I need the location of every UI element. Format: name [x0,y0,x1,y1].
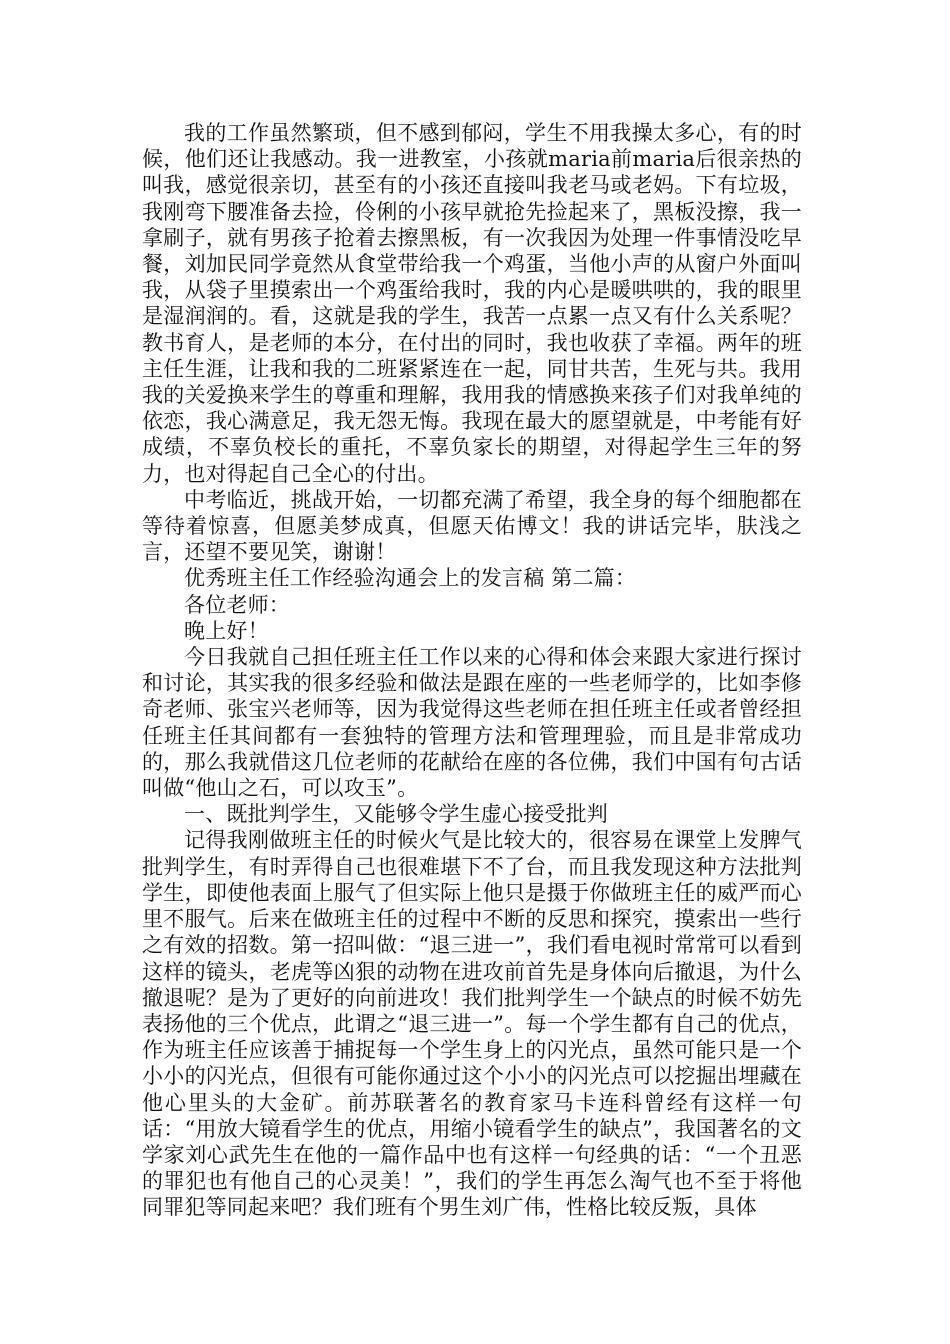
paragraph-exam-closing: 中考临近，挑战开始，一切都充满了希望，我全身的每个细胞都在等待着惊喜，但愿美梦成真，但愿天佑博文！我的讲话完毕，肤浅之言，还望不要见笑，谢谢！ [142,487,802,565]
paragraph-work-reflection: 我的工作虽然繁琐，但不感到郁闷，学生不用我操太多心，有的时候，他们还让我感动。我一进教室，小孩就maria前maria后很亲热的叫我，感觉很亲切，甚至有的小孩还直接叫我老马或老妈。下有垃圾，我刚弯下腰准备去捡，伶俐的小孩早就抢先捡起来了，黑板没擦，我一拿刷子，就有男孩子抢着去擦黑板，有一次我因为处理一件事情没吃早餐，刘加民同学竟然从食堂带给我一个鸡蛋，当他小声的从窗户外面叫我，从袋子里摸索出一个鸡蛋给我时，我的内心是暖哄哄的，我的眼里是湿润润的。看，这就是我的学生，我苦一点累一点又有什么关系呢？教书育人，是老师的本分，在付出的同时，我也收获了幸福。两年的班主任生涯，让我和我的二班紧紧连在一起，同甘共苦，生死与共。我用我的关爱换来学生的尊重和理解，我用我的情感换来孩子们对我单纯的依恋，我心满意足，我无怨无悔。我现在最大的愿望就是，中考能有好成绩，不辜负校长的重托，不辜负家长的期望，对得起学生三年的努力，也对得起自己全心的付出。 [142,121,802,486]
salutation: 各位老师： [184,592,290,617]
document-page [142,120,802,1221]
greeting: 晚上好！ [184,618,269,643]
paragraph-criticism-method: 记得我刚做班主任的时候火气是比较大的，很容易在课堂上发脾气批判学生，有时弄得自己也很难堪下不了台，而且我发现这种方法批判学生，即使他表面上服气了但实际上他只是摄于你做班主任的威严而心里不服气。后来在做班主任的过程中不断的反思和探究，摸索出一些行之有效的招数。第一招叫做：“退三进一”，我们看电视时常常可以看到这样的镜头，老虎等凶狠的动物在进攻前首先是身体向后撤退，为什么撤退呢？是为了更好的向前进攻！我们批判学生一个缺点的时候不妨先表扬他的三个优点，此谓之“退三进一”。每一个学生都有自己的优点，作为班主任应该善于捕捉每一个学生身上的闪光点，虽然可能只是一个小小的闪光点，但很有可能你通过这个小小的闪光点可以挖掘出埋藏在他心里头的大金矿。前苏联著名的教育家马卡连科曾经有这样一句话：“用放大镜看学生的优点，用缩小镜看学生的缺点”，我国著名的文学家刘心武先生在他的一篇作品中也有这样一句经典的话：“一个丑恶的罪犯也有他自己的心灵美！”，我们的学生再怎么淘气也不至于将他同罪犯等同起来吧？我们班有个男生刘广伟，性格比较反叛，具体 [142,828,802,1220]
paragraph-introduction: 今日我就自己担任班主任工作以来的心得和体会来跟大家进行探讨和讨论，其实我的很多经验和做法是跟在座的一些老师学的，比如李修奇老师、张宝兴老师等，因为我觉得这些老师在担任班主任或者曾经担任班主任其间都有一套独特的管理方法和管理理验，而且是非常成功的，那么我就借这几位老师的花献给在座的各位佛，我们中国有句古话叫做“他山之石，可以攻玉”。 [142,645,802,801]
section-title-second-article: 优秀班主任工作经验沟通会上的发言稿 第二篇： [184,566,637,591]
heading-point-one: 一、既批判学生，又能够令学生虚心接受批判 [184,802,608,827]
